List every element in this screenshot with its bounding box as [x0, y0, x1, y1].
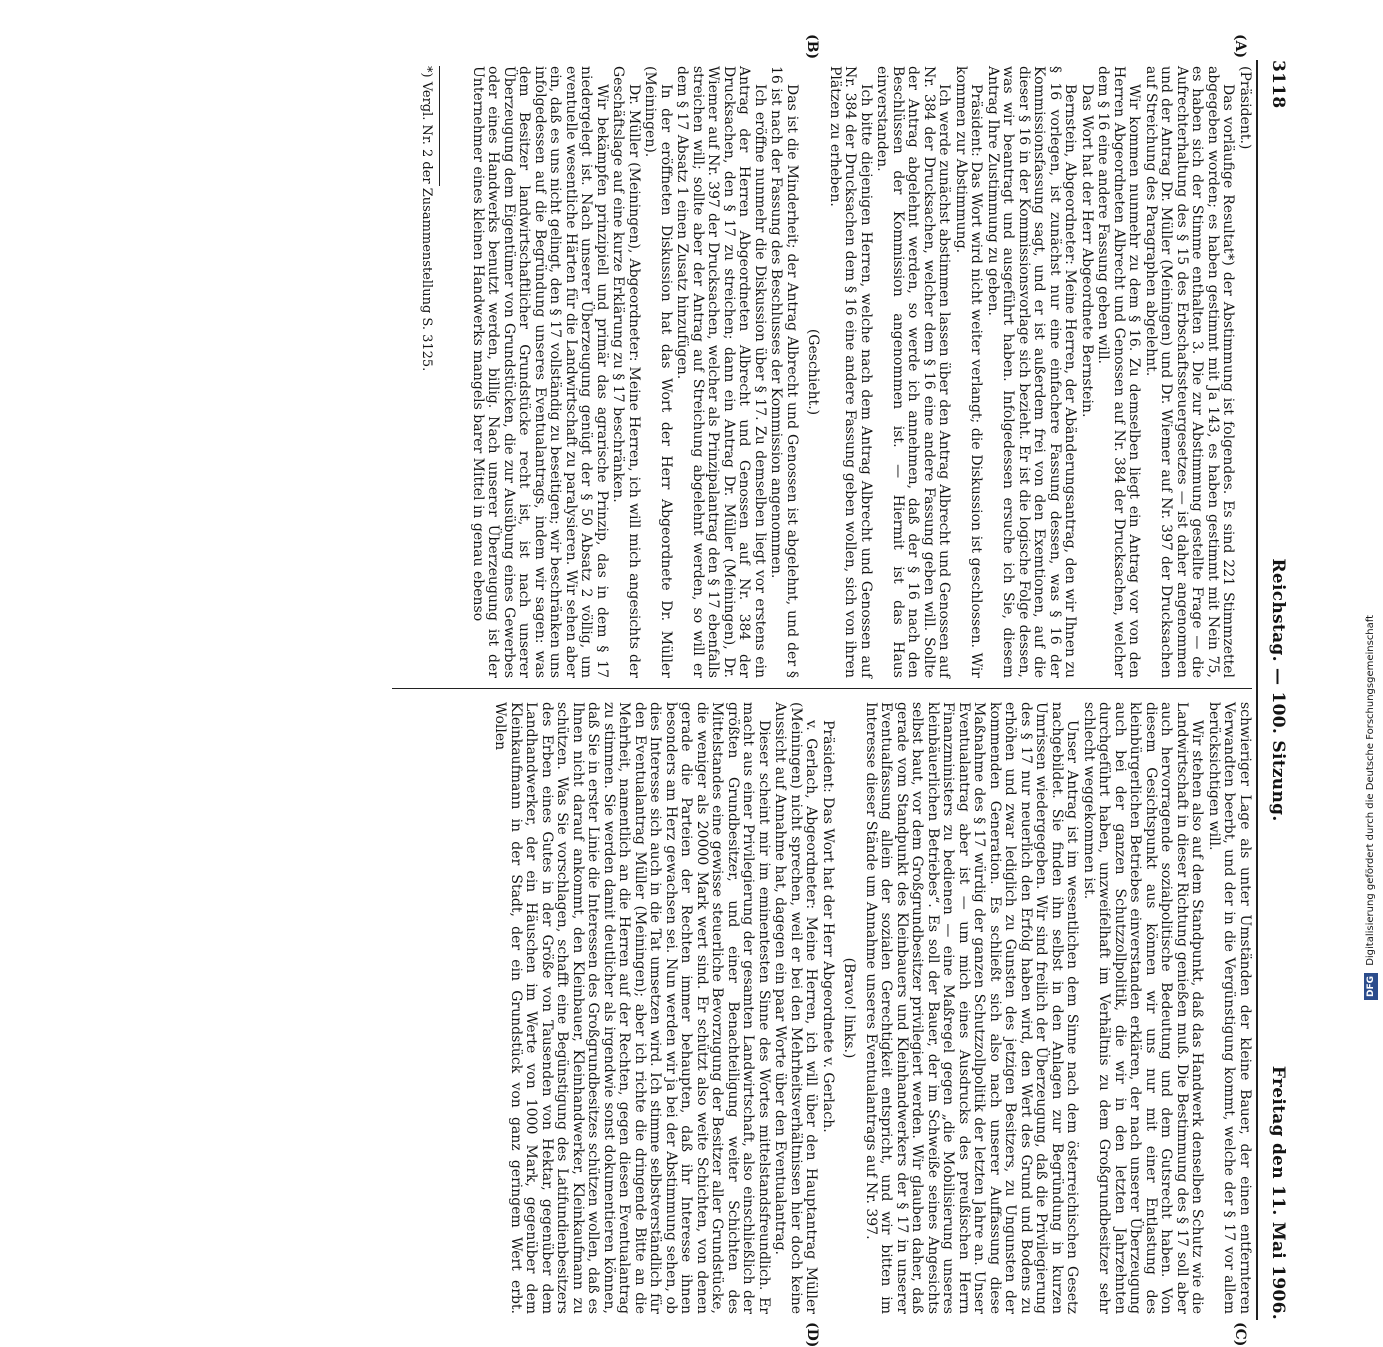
credit-text: Digitalisierung gefördert durch die Deutsche Forschungsgemeinschaft	[1365, 614, 1376, 966]
paragraph: schwieriger Lage als unter Umständen der kleine Bauer, der einen entfernteren Verwandten beerbt, und der in die Vergünstigung kommt, welche der § 17 vor allem berücksichtigen will.	[1206, 702, 1253, 1314]
session-date: Freitag den 11. Mai 1906.	[1268, 1065, 1288, 1320]
session-title: Reichstag. — 100. Sitzung.	[1268, 558, 1288, 822]
paragraph: v. Gerlach, Abgeordneter: Meine Herren, ich will über den Hauptantrag Müller (Meiningen) nicht sprechen, weil er bei den Mehrheitsverhältnissen hier doch keine Aussicht auf Annahme hat, dagegen ein paar Worte über den Eventualantrag.	[772, 702, 820, 1314]
paragraph: Wir stehen also auf dem Standpunkt, daß das Handwerk denselben Schutz wie die Landwirtschaft in dieser Richtung genießen muß. Die Bestimmung des § 17 soll aber auch hervorragende sozialpolitische Bedeutung und dem Gutsrecht haben. Von diesem Gesichtspunkt aus können wir uns nur mit einer Entlastung des kleinbürgerlichen Betriebes einverstanden erklären, der nach unserer Überzeugung auch bei der ganzen Schutzzollpolitik, die wir in den letzten Jahrzehnten durchgeführt haben, unzweifelhaft im Verhältnis zu dem Großgrundbesitzer sehr schlecht weggekommen ist.	[1081, 702, 1206, 1314]
column-divider	[392, 688, 1252, 689]
stage-direction: (Bravo! links.)	[841, 957, 858, 1059]
paragraph: Unser Antrag ist im wesentlichen dem Sinne nach dem österreichischen Gesetz nachgebildet. Sie finden ihn selbst in den Anlagen zur Begründung in kurzen Umrissen wiedergegeben. Wir sind freilich der Überzeugung, daß die Privilegierung des § 17 nur neuerlich den Erfolg haben wird, den Wert des Grund und Bodens zu erhöhen und zwar lediglich zu Gunsten des jetzigen Besitzers, zu Ungunsten der kommenden Generation. Es schließt sich also nach unserer Auffassung diese Maßnahme des § 17 würdig der ganzen Schutzzollpolitik der letzten Jahre an. Unser Eventualantrag aber ist — um mich eines Ausdrucks des preußischen Herrn Finanzministers zu bedienen — eine Maßregel gegen „die Mobilisierung unseres kleinbäuerlichen Betriebes“. Es soll der Bauer, der im Schweiße seines Angesichts selbst baut, vor dem Großgrundbesitzer privilegiert werden. Wir glauben daher, daß gerade vom Standpunkt des Kleinbauers und Kleinhandwerkers der § 17 in unserer Eventualfassung allein der sozialen Gerechtigkeit entspricht, und wir bitten im Interesse dieser Stände um Annahme unseres Eventualantrags auf Nr. 397.	[863, 702, 1081, 1314]
left-column	[392, 66, 1252, 678]
paragraph: Wir bekämpfen prinzipiell und primär das agrarische Prinzip, das in dem § 17 niedergelegt ist. Nach unserer Überzeugung genügt der § 50 Absatz 2 völlig, um eventuelle wesentliche Härten für die Landwirtschaft zu paralysieren. Wir sehen aber ein, daß es uns nicht gelingt, den § 17 vollständig zu beseitigen; wir beschränken uns infolgedessen auf die Begründung unseres Eventualantrags, indem wir sagen: was dem Besitzer landwirtschaftlicher Grundstücke recht ist, ist nach unserer Überzeugung dem Eigentümer von Grundstücken, die zur Ausübung eines Gewerbes oder eines Handwerks benutzt werden, billig. Nach unserer Überzeugung ist der Unternehmer eines kleinen Handwerks mangels barer Mittel in genau ebenso	[470, 66, 610, 678]
header-rule	[1256, 60, 1258, 1320]
paragraph: Dr. Müller (Meiningen), Abgeordneter: Meine Herren, ich will mich angesichts der Geschäftslage auf eine kurze Erklärung zu § 17 beschränken.	[610, 66, 642, 678]
paragraph: Ich bitte diejenigen Herren, welche nach dem Antrag Albrecht und Genossen auf Nr. 384 der Drucksachen dem § 16 eine andere Fassung geben wollen, sich von ihren Plätzen zu erheben.	[827, 66, 874, 678]
paragraph: Ich werde zunächst abstimmen lassen über den Antrag Albrecht und Genossen auf Nr. 384 der Drucksachen, welcher dem § 16 eine andere Fassung geben will. Sollte der Antrag abgelehnt werden, so werde ich annehmen, daß der § 16 nach den Beschlüssen der Kommission angenommen ist. — Hiermit ist das Haus einverstanden.	[874, 66, 953, 678]
paragraph: Wir kommen nunmehr zu dem § 16. Zu demselben liegt ein Antrag vor von den Herren Abgeordneten Albrecht und Genossen auf Nr. 384 der Drucksachen, welcher dem § 16 eine andere Fassung geben will.	[1095, 66, 1143, 678]
footnote: *) Vergl. Nr. 2 der Zusammenstellung S. 3125.	[419, 66, 434, 372]
paragraph: Ich eröffne nunmehr die Diskussion über § 17. Zu demselben liegt vor erstens ein Antrag der Herren Abgeordneten Albrecht und Genossen auf Nr. 384 der Drucksachen, den § 17 zu streichen; dann ein Antrag Dr. Müller (Meiningen), Dr. Wiemer auf Nr. 397 der Drucksachen, welcher als Prinzipalantrag den § 17 ebenfalls streichen will; sollte aber der Antrag auf Streichung abgelehnt werden, so will er dem § 17 Absatz 1 einen Zusatz hinzufügen.	[674, 66, 768, 678]
stage-direction: (Geschieht.)	[805, 328, 822, 416]
paragraph: Dieser scheint mir im eminentesten Sinne des Wortes mittelstandsfreundlich. Er macht aus einer Privilegierung der gesamten Landwirtschaft, also einschließlich der größten Grundbesitzer, und einer Benachteiligung weiter Schichten des Mittelstandes eine gewisse steuerliche Bevorzugung der Besitzer aller Grundstücke, die weniger als 20000 Mark wert sind. Er schützt also weite Schichten, von denen gerade die Parteien der Rechten immer behaupten, daß ihr Interesse ihnen besonders am Herz gewachsen sei. Nun werden wir ja bei der Abstimmung sehen, ob dies Interesse sich auch in die Tat umsetzen wird. Ich stimme selbstverständlich für den Eventualantrag Müller (Meiningen); aber ich richte die dringende Bitte an die Mehrheit, namentlich an die Herren auf der Rechten, gegen diesen Eventualantrag zu stimmen. Sie werden damit deutlicher als irgendwie sonst dokumentieren können, daß Sie in erster Linie die Interessen des Großgrundbesitzes schützen wollen, daß es Ihnen nicht darauf ankommt, den Kleinbauer, Kleinhandwerker, Kleinkaufmann zu schützen. Was Sie vorschlagen, schafft eine Begünstigung des Latifundienbesitzers des Erben eines Gutes in der Größe von Tausenden von Hektar, gegenüber dem Landhandwerker, der ein Häuschen im Werte von 1000 Mark, gegenüber dem Kleinkaufmann in der Stadt, der ein Grundstück von ganz geringem Wert erbt. Wollen	[492, 702, 772, 1314]
paragraph: Präsident: Das Wort hat der Herr Abgeordnete v. Gerlach.	[820, 720, 836, 1133]
margin-mark-a: (A)	[1232, 34, 1248, 59]
margin-mark-d: (D)	[804, 1322, 820, 1347]
paragraph: In der eröffneten Diskussion hat das Wort der Herr Abgeordnete Dr. Müller (Meiningen).	[642, 66, 674, 678]
page-header	[1260, 60, 1288, 1320]
paragraph: Das vorläufige Resultat*) der Abstimmung ist folgendes. Es sind 221 Stimmzettel abgegeben worden; es haben gestimmt mit Ja 143, es haben gestimmt mit Nein 75, es haben sich der Stimme enthalten 3. Die zur Abstimmung gestellte Frage — die Aufrechterhaltung des § 15 des Erbschaftssteuergesetzes — ist daher angenommen und der Antrag Dr. Müller (Meiningen) und Dr. Wiemer auf Nr. 397 der Drucksachen auf Streichung des Paragraphen abgelehnt.	[1143, 66, 1237, 678]
right-column	[392, 702, 1252, 1314]
paragraph: Präsident: Das Wort wird nicht weiter verlangt; die Diskussion ist geschlossen. Wir kommen zur Abstimmung.	[953, 66, 985, 678]
page-number: 3118	[1268, 60, 1288, 109]
digitization-credit	[1359, 0, 1383, 1000]
paragraph: (Präsident.)	[1237, 66, 1253, 150]
margin-mark-c: (C)	[1232, 1322, 1248, 1347]
footnote-rule	[439, 66, 440, 186]
paragraph: Das ist die Minderheit; der Antrag Albrecht und Genossen ist abgelehnt, und der § 16 ist nach der Fassung des Beschlusses der Kommission angenommen.	[768, 66, 800, 678]
margin-mark-b: (B)	[804, 34, 820, 60]
paragraph: Bernstein, Abgeordneter: Meine Herren, der Abänderungsantrag, den wir Ihnen zu § 16 vorlegen, ist zunächst nur eine einfachere Fassung dessen, was § 16 der Kommissionsfassung sagt, und er ist außerdem frei von den Exemtionen, auf die dieser § 16 in der Kommissionsvorlage sich bezieht. Er ist die logische Folge dessen, was wir beantragt und ausgeführt haben. Infolgedessen ersuche ich Sie, diesem Antrag Ihre Zustimmung zu geben.	[985, 66, 1079, 678]
paragraph: Das Wort hat der Herr Abgeordnete Bernstein.	[1079, 84, 1095, 418]
dfg-logo: DFG	[1364, 973, 1378, 1000]
